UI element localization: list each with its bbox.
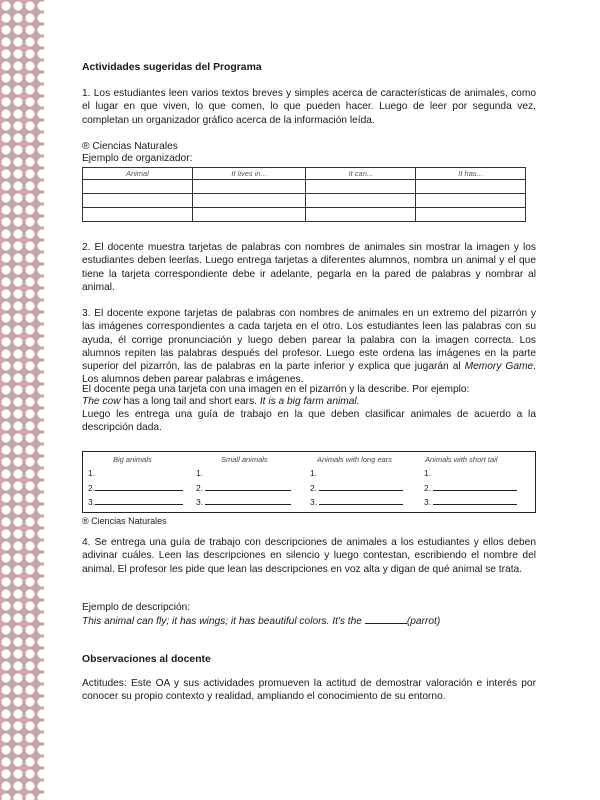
worksheet-line: 1. — [196, 468, 204, 478]
worksheet-line: 3. — [310, 497, 403, 507]
organizer-row — [83, 194, 526, 208]
subject-tag: ® Ciencias Naturales — [82, 141, 178, 152]
organizer-header: It has... — [416, 168, 526, 180]
observations-text: Actitudes: Este OA y sus actividades promueven la actitud de demostrar valoración e interés por conocer su propio contexto y realidad, ampliando el conocimiento de su entorno. — [82, 678, 536, 703]
activity-3-text: 3. El docente expone tarjetas de palabras con nombres de animales en un extremo del pizarrón y las imágenes correspondientes a cada tarjeta en el otro. Los estudiantes leen las palabras con su ayuda, él corrige pronunciación y luego deben parear la palabra con la imagen correcta. Los alumnos repiten las palabras después del profesor. Luego este ordena las imágenes en la parte superior del pizarrón, las de palabras en la parte inferior y explica que jugarán al Memory Game. Los alumnos deben parear palabras e imágenes. — [82, 308, 536, 386]
organizer-header: Animal — [83, 168, 193, 180]
organizer-header: It lives in... — [192, 168, 306, 180]
description-label: Ejemplo de descripción: — [82, 602, 191, 613]
worksheet-line: 2. — [88, 483, 183, 493]
game-name: Memory Game — [464, 361, 534, 373]
activity-2-text: 2. El docente muestra tarjetas de palabras con nombres de animales sin mostrar la imagen y los estudiantes deben leerlas. Luego entrega tarjetas a diferentes alumnos, nombra un animal y el que tiene la tarjeta correspondiente debe ir adelante, pegarla en la pared de palabras y nombrar al animal. — [82, 242, 536, 293]
organizer-row — [83, 180, 526, 194]
activity-4-text: 4. Se entrega una guía de trabajo con descripciones de animales a los estudiantes y ellos deben adivinar cuáles. Leen las descripciones en silencio y luego contestan, escribiendo el nombre del animal. El profesor les pide que lean las descripciones en voz alta y digan de qué animal se trata. — [82, 537, 536, 575]
worksheet-header: Animals with long ears — [317, 455, 393, 464]
subject-tag-2: ® Ciencias Naturales — [82, 516, 167, 526]
organizer-table — [82, 167, 526, 222]
decorative-side-strip — [0, 0, 44, 800]
organizer-header: It can... — [306, 168, 416, 180]
worksheet-header: Animals with short tail — [425, 455, 498, 464]
answer-blank — [365, 614, 407, 624]
activity-3-line2: El docente pega una tarjeta con una imagen en el pizarrón y la describe. Por ejemplo: — [82, 384, 470, 395]
worksheet-line: 2. — [424, 483, 517, 493]
worksheet-line: 3. — [196, 497, 291, 507]
worksheet-table — [82, 451, 536, 513]
organizer-label: Ejemplo de organizador: — [82, 153, 193, 164]
worksheet-line: 2. — [310, 483, 403, 493]
activity-1-text: 1. Los estudiantes leen varios textos breves y simples acerca de características de animales, como el lugar en que viven, lo que comen, lo que pueden hacer. Luego de leer por segunda vez, completan un organizador gráfico acerca de la información leída. — [82, 88, 536, 126]
worksheet-line: 1. — [88, 468, 96, 478]
worksheet-line: 1. — [424, 468, 432, 478]
organizer-row — [83, 208, 526, 222]
description-example: This animal can fly; it has wings; it has beautiful colors. It's the (parrot) — [82, 616, 441, 627]
section-heading: Actividades sugeridas del Programa — [82, 62, 262, 73]
observations-heading: Observaciones al docente — [82, 654, 211, 665]
activity-3-line3: Luego les entrega una guía de trabajo en la que deben clasificar animales de acuerdo a la descripción dada. — [82, 409, 536, 434]
worksheet-header: Big animals — [113, 455, 152, 464]
worksheet-header: Small animals — [221, 455, 268, 464]
organizer-header-row — [83, 168, 526, 180]
activity-3-example: The cow has a long tail and short ears. It is a big farm animal. — [82, 396, 360, 407]
worksheet-line: 2. — [196, 483, 291, 493]
worksheet-line: 3. — [88, 497, 183, 507]
worksheet-line: 3. — [424, 497, 517, 507]
worksheet-line: 1. — [310, 468, 318, 478]
